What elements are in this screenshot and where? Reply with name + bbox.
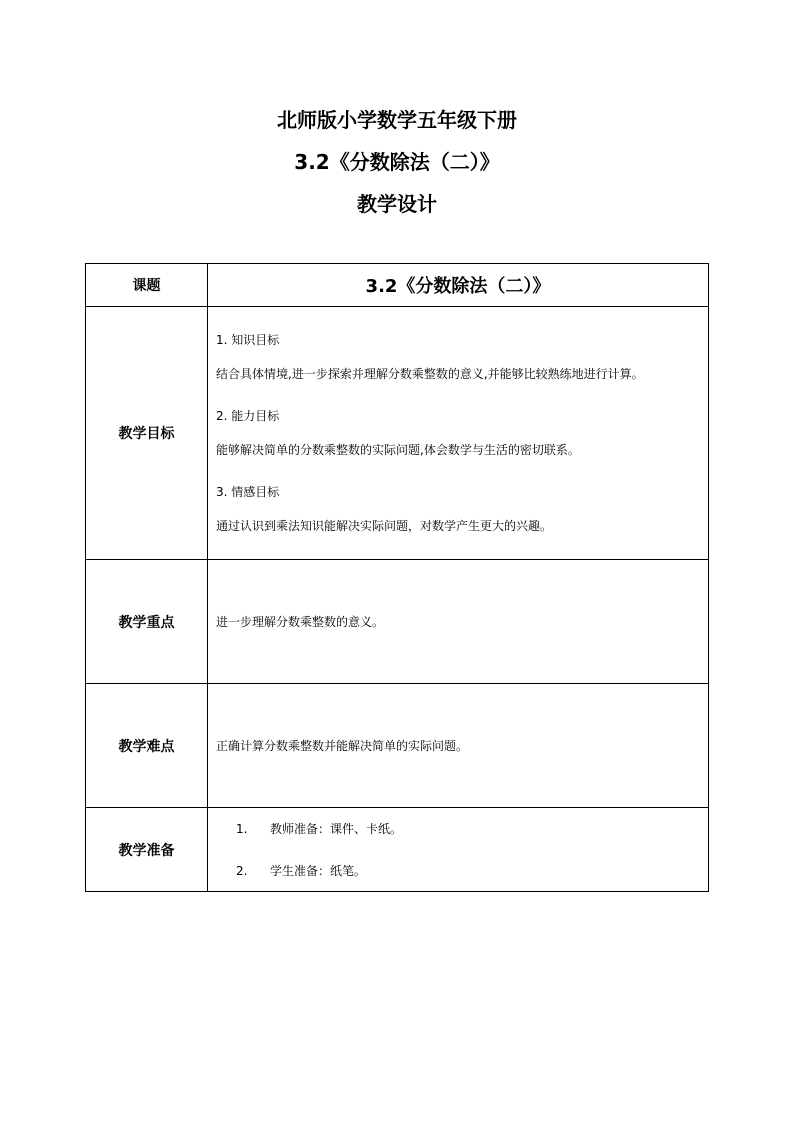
row-difficulties	[86, 684, 709, 808]
value-goals	[208, 307, 709, 560]
row-topic	[86, 264, 709, 307]
label-topic: 课题	[86, 264, 208, 307]
row-goals	[86, 307, 709, 560]
row-preparation	[86, 808, 709, 892]
prep-number: 2.	[236, 863, 248, 878]
lesson-plan-table	[85, 263, 709, 892]
prep-item-student	[216, 863, 704, 879]
label-difficulties: 教学难点	[86, 684, 208, 808]
goal-heading-ability: 2. 能力目标	[216, 409, 280, 423]
prep-number: 1.	[236, 821, 248, 836]
value-difficulties: 正确计算分数乘整数并能解决简单的实际问题。	[208, 684, 709, 808]
goal-text-emotion: 通过认识到乘法知识能解决实际问题，对数学产生更大的兴趣。	[216, 519, 553, 533]
value-key-points: 进一步理解分数乘整数的意义。	[208, 560, 709, 684]
label-goals: 教学目标	[86, 307, 208, 560]
label-key-points: 教学重点	[86, 560, 208, 684]
prep-text: 学生准备：纸笔。	[270, 863, 367, 878]
goal-text-ability: 能够解决简单的分数乘整数的实际问题,体会数学与生活的密切联系。	[216, 443, 580, 457]
goal-heading-emotion: 3. 情感目标	[216, 485, 280, 499]
document-title-type: 教学设计	[357, 192, 437, 216]
value-topic: 3.2《分数除法（二）》	[208, 264, 709, 307]
goal-text-knowledge: 结合具体情境,进一步探索并理解分数乘整数的意义,并能够比较熟练地进行计算。	[216, 367, 644, 381]
prep-item-teacher	[216, 821, 704, 837]
prep-text: 教师准备：课件、卡纸。	[270, 821, 403, 836]
row-key-points	[86, 560, 709, 684]
goal-heading-knowledge: 1. 知识目标	[216, 333, 280, 347]
document-title-series: 北师版小学数学五年级下册	[277, 108, 517, 132]
document-title-lesson: 3.2《分数除法（二）》	[294, 150, 500, 174]
label-preparation: 教学准备	[86, 808, 208, 892]
value-preparation	[208, 808, 709, 892]
